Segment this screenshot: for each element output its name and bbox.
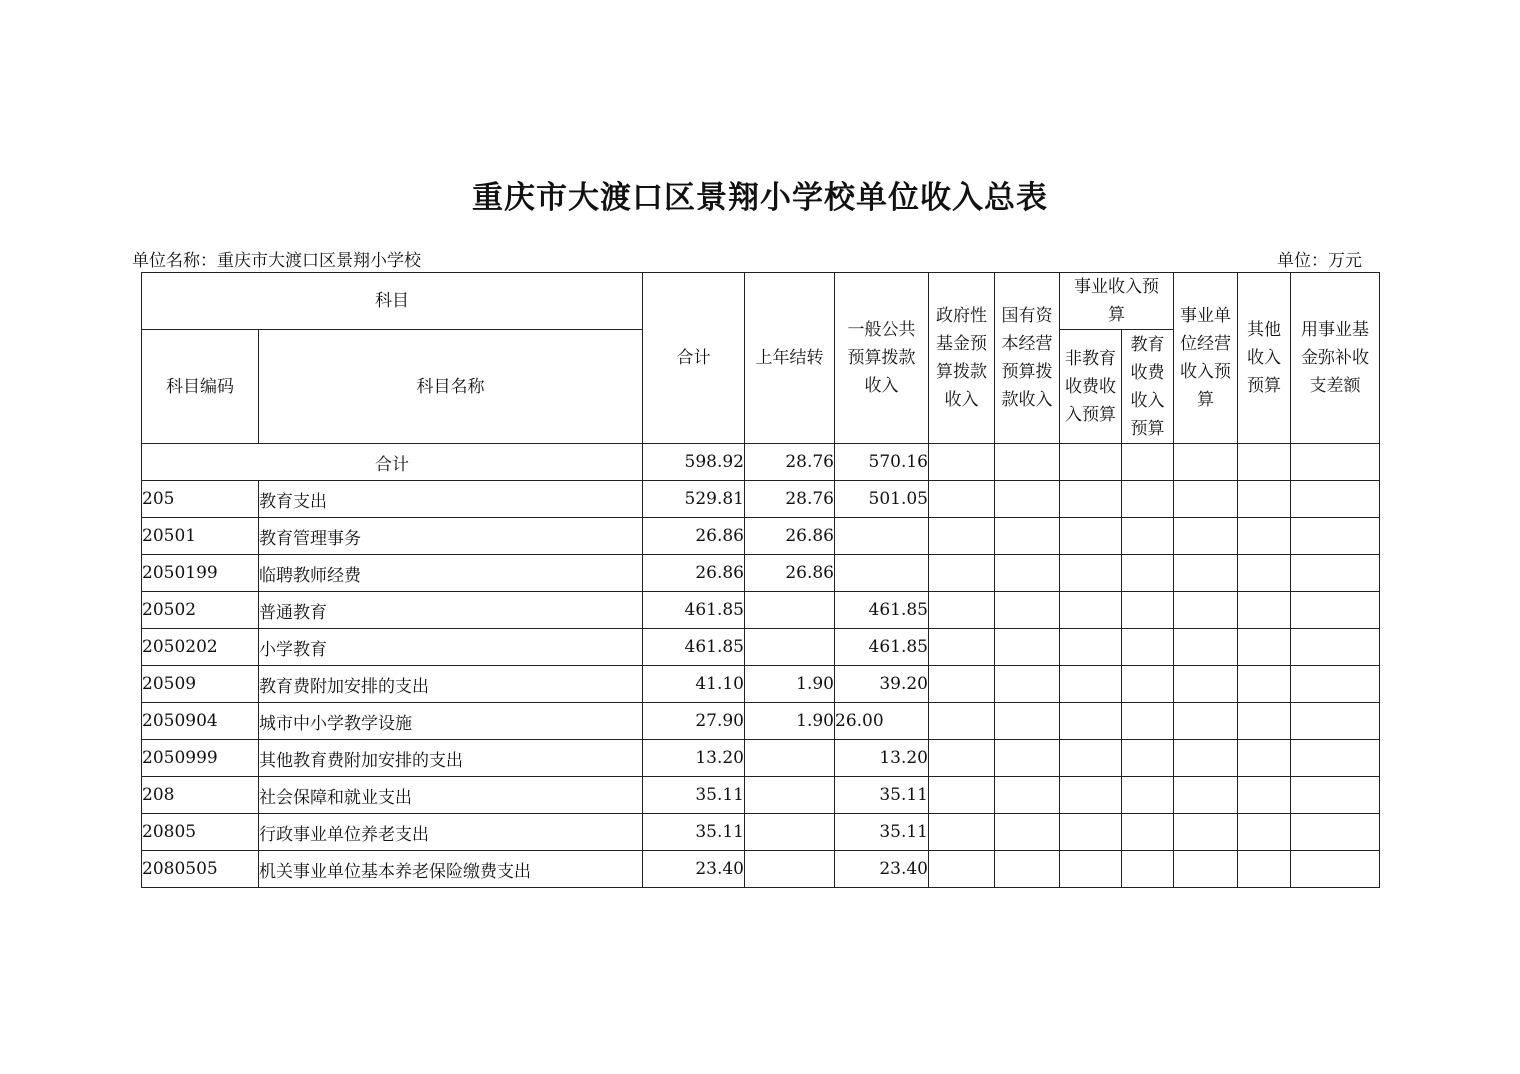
row-total: 461.85	[643, 592, 745, 629]
row-carryover	[745, 777, 835, 814]
row-general: 39.20	[835, 666, 929, 703]
page-title: 重庆市大渡口区景翔小学校单位收入总表	[472, 180, 1048, 216]
header-total: 合计	[643, 273, 745, 444]
header-other-income: 其他收入预算	[1238, 273, 1291, 444]
row-total: 35.11	[643, 777, 745, 814]
row-total: 13.20	[643, 740, 745, 777]
row-general: 461.85	[835, 629, 929, 666]
row-carryover	[745, 592, 835, 629]
total-row	[142, 444, 1380, 481]
table-row	[142, 851, 1380, 888]
row-name: 教育支出	[259, 481, 643, 518]
row-general: 23.40	[835, 851, 929, 888]
table-row	[142, 740, 1380, 777]
row-total: 26.86	[643, 555, 745, 592]
table-row	[142, 703, 1380, 740]
header-edu-fee: 教育收费收入预算	[1122, 330, 1174, 444]
total-row-total: 598.92	[643, 444, 745, 481]
header-gov-fund: 政府性基金预算拨款收入	[929, 273, 995, 444]
row-name: 城市中小学教学设施	[259, 703, 643, 740]
table-row	[142, 481, 1380, 518]
row-code: 2050904	[142, 703, 259, 740]
row-code: 20509	[142, 666, 259, 703]
income-summary-table	[141, 272, 1380, 888]
row-carryover	[745, 814, 835, 851]
row-name: 小学教育	[259, 629, 643, 666]
header-fund-offset: 用事业基金弥补收支差额	[1291, 273, 1380, 444]
header-subject-code: 科目编码	[142, 330, 259, 444]
row-name: 教育费附加安排的支出	[259, 666, 643, 703]
table-row	[142, 777, 1380, 814]
row-general	[835, 518, 929, 555]
unit-name-label: 单位名称：重庆市大渡口区景翔小学校	[132, 251, 421, 271]
row-total: 26.86	[643, 518, 745, 555]
row-total: 35.11	[643, 814, 745, 851]
total-row-carryover: 28.76	[745, 444, 835, 481]
row-code: 20502	[142, 592, 259, 629]
row-carryover: 1.90	[745, 666, 835, 703]
row-general: 26.00	[835, 703, 929, 740]
row-code: 20501	[142, 518, 259, 555]
row-general	[835, 555, 929, 592]
row-code: 2050999	[142, 740, 259, 777]
header-subject: 科目	[142, 273, 643, 330]
row-carryover: 1.90	[745, 703, 835, 740]
row-name: 其他教育费附加安排的支出	[259, 740, 643, 777]
total-row-general: 570.16	[835, 444, 929, 481]
row-carryover: 26.86	[745, 518, 835, 555]
header-business-income: 事业收入预算	[1060, 273, 1174, 330]
row-total: 27.90	[643, 703, 745, 740]
row-total: 529.81	[643, 481, 745, 518]
unit-label: 单位：万元	[1277, 251, 1362, 271]
header-non-edu-fee: 非教育收费收入预算	[1060, 330, 1122, 444]
table-row	[142, 592, 1380, 629]
row-code: 2050199	[142, 555, 259, 592]
row-code: 205	[142, 481, 259, 518]
row-code: 2080505	[142, 851, 259, 888]
header-unit-operation: 事业单位经营收入预算	[1174, 273, 1238, 444]
row-name: 机关事业单位基本养老保险缴费支出	[259, 851, 643, 888]
row-total: 23.40	[643, 851, 745, 888]
row-name: 行政事业单位养老支出	[259, 814, 643, 851]
row-carryover: 26.86	[745, 555, 835, 592]
row-name: 社会保障和就业支出	[259, 777, 643, 814]
header-carryover: 上年结转	[745, 273, 835, 444]
row-code: 20805	[142, 814, 259, 851]
row-general: 501.05	[835, 481, 929, 518]
table-row	[142, 555, 1380, 592]
table-row	[142, 518, 1380, 555]
row-general: 35.11	[835, 777, 929, 814]
header-general-public: 一般公共预算拨款收入	[835, 273, 929, 444]
table-row	[142, 629, 1380, 666]
row-carryover	[745, 851, 835, 888]
row-name: 教育管理事务	[259, 518, 643, 555]
row-carryover: 28.76	[745, 481, 835, 518]
row-name: 普通教育	[259, 592, 643, 629]
header-state-capital: 国有资本经营预算拨款收入	[995, 273, 1060, 444]
row-code: 208	[142, 777, 259, 814]
row-total: 461.85	[643, 629, 745, 666]
row-carryover	[745, 629, 835, 666]
row-code: 2050202	[142, 629, 259, 666]
row-general: 461.85	[835, 592, 929, 629]
row-carryover	[745, 740, 835, 777]
row-general: 13.20	[835, 740, 929, 777]
table-row	[142, 666, 1380, 703]
header-subject-name: 科目名称	[259, 330, 643, 444]
total-row-label: 合计	[142, 444, 643, 481]
row-general: 35.11	[835, 814, 929, 851]
table-row	[142, 814, 1380, 851]
row-name: 临聘教师经费	[259, 555, 643, 592]
row-total: 41.10	[643, 666, 745, 703]
